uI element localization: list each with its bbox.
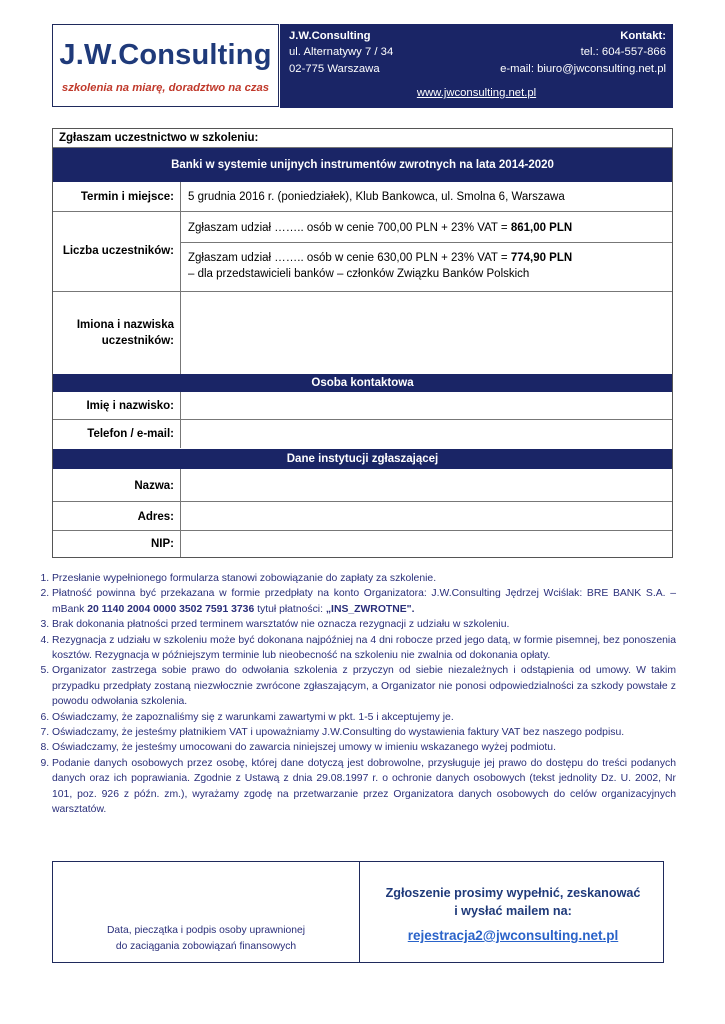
contact-email[interactable]: e-mail: biuro@jwconsulting.net.pl	[500, 63, 666, 75]
payment-title: „INS_ZWROTNE".	[325, 603, 415, 615]
option2-price: 774,90 PLN	[510, 252, 573, 264]
nip-input[interactable]	[181, 531, 672, 557]
term-7: Oświadczamy, że jesteśmy płatnikiem VAT i upoważniamy J.W.Consulting do wystawienia faktury VAT bez naszego podpisu.	[52, 727, 625, 739]
names-label-line2: uczestników:	[101, 335, 174, 347]
institution-name-label: Nazwa:	[134, 480, 174, 492]
registration-email-link[interactable]: rejestracja2@jwconsulting.net.pl	[407, 928, 619, 943]
form-heading: Zgłaszam uczestnictwo w szkoleniu:	[59, 132, 259, 144]
instructions-line2: i wysłać mailem na:	[454, 904, 572, 918]
phone-number: tel.: 604-557-866	[580, 46, 666, 58]
terms-list	[28, 571, 676, 818]
address-label: Adres:	[137, 511, 174, 523]
price-option-standard[interactable]	[188, 222, 572, 234]
signature-caption-line2: do zaciągania zobowiązań finansowych	[115, 941, 297, 952]
names-label-line1: Imiona i nazwiska	[76, 319, 174, 331]
term-item	[52, 586, 676, 617]
option2-note: – dla przedstawicieli banków – członków Związku Banków Polskich	[188, 268, 530, 280]
term-4: Rezygnacja z udziału w szkoleniu może być dokonana najpóźniej na 4 dni robocze przed jego datą, w formie pisemnej, bez ponoszenia kosztów. Rezygnacja w późniejszym terminie lub nieobecność na szkoleniu nie zwalnia od dokonania opłaty.	[52, 634, 676, 662]
street-address: ul. Alternatywy 7 / 34	[289, 46, 394, 58]
contact-title: Kontakt:	[620, 30, 666, 42]
submit-instructions	[363, 884, 663, 920]
term-item	[52, 725, 676, 740]
term-1: Przesłanie wypełnionego formularza stanowi zobowiązanie do zapłaty za szkolenie.	[52, 573, 437, 584]
contact-header	[280, 24, 673, 108]
date-value: 5 grudnia 2016 r. (poniedziałek), Klub Bankowca, ul. Smolna 6, Warszawa	[188, 191, 565, 203]
name-label: Imię i nazwisko:	[86, 400, 174, 412]
institution-bar	[53, 449, 672, 469]
contact-person-heading: Osoba kontaktowa	[311, 377, 414, 389]
term-9: Podanie danych osobowych przez osobę, której dane dotyczą jest dobrowolne, przysługuje jej prawo do dostępu do treści podanych danych oraz ich poprawiania. Zgodnie z Ustawą z dnia 29.08.1997 r. o ochronie danych osobowych (tekst jednolity Dz. U. 2002, Nr 101, poz. 926 z późn. zm.), wyrażamy zgodę na przetwarzanie przez Organizatora danych osobowych do celów organizacyjnych warsztatów.	[52, 757, 676, 816]
institution-heading: Dane instytucji zgłaszającej	[286, 453, 439, 465]
nip-label: NIP:	[151, 538, 174, 550]
registration-form	[52, 128, 673, 558]
brand-logo: J.W.Consulting	[59, 39, 272, 71]
names-input-area[interactable]	[181, 292, 672, 373]
phone-email-input[interactable]	[181, 420, 672, 448]
option1-price: 861,00 PLN	[510, 222, 573, 234]
price-option-zbp[interactable]	[188, 252, 572, 264]
term-item	[52, 571, 676, 586]
term-5: Organizator zastrzega sobie prawo do odwołania szkolenia z przyczyn od siebie niezależnych i odstąpienia od umowy. W takim przypadku przedpłaty zostaną niezwłocznie zwrócone zgłaszającym, a Organizator nie ponosi odpowiedzialności za szkody powstałe z powodu odwołania szkolenia.	[52, 665, 676, 708]
training-title: Banki w systemie unijnych instrumentów zwrotnych na lata 2014-2020	[171, 159, 554, 171]
instructions-line1: Zgłoszenie prosimy wypełnić, zeskanować	[385, 886, 641, 900]
date-label: Termin i miejsce:	[80, 191, 174, 203]
address-input[interactable]	[181, 502, 672, 530]
term-8: Oświadczamy, że jesteśmy umocowani do zawarcia niniejszej umowy w imieniu wskazanego wyżej podmiotu.	[52, 742, 556, 754]
signature-area[interactable]	[53, 923, 359, 955]
term-3: Brak dokonania płatności przed terminem warsztatów nie oznacza rezygnacji z udziału w szkoleniu.	[52, 619, 510, 631]
term-6: Oświadczamy, że zapoznaliśmy się z warunkami zawartymi w pkt. 1-5 i akceptujemy je.	[52, 711, 454, 723]
term-item	[52, 663, 676, 709]
signature-footer	[52, 861, 664, 963]
option1-text: Zgłaszam udział …….. osób w cenie 700,00 PLN + 23% VAT =	[188, 222, 511, 234]
website-link[interactable]: www.jwconsulting.net.pl	[416, 87, 537, 99]
institution-name-input[interactable]	[181, 470, 672, 501]
company-name: J.W.Consulting	[289, 30, 371, 42]
contact-person-bar	[53, 374, 672, 392]
logo-box	[52, 24, 279, 107]
option2-text: Zgłaszam udział …….. osób w cenie 630,00 PLN + 23% VAT =	[188, 252, 511, 264]
term-item	[52, 710, 676, 725]
signature-caption-line1: Data, pieczątka i podpis osoby uprawnionej	[106, 925, 306, 936]
phone-email-label: Telefon / e-mail:	[87, 428, 174, 440]
training-title-bar	[53, 148, 672, 182]
term-2-text: Płatność powinna być przekazana w formie przedpłaty na konto Organizatora: J.W.Consulting Jędrzej Wciślak: BRE BANK S.A. – mBank	[52, 588, 676, 615]
participants-label: Liczba uczestników:	[62, 245, 174, 257]
tagline: szkolenia na miarę, doradztwo na czas	[61, 82, 270, 94]
term-2-title-label: tytuł płatności:	[254, 603, 326, 615]
name-input[interactable]	[181, 392, 672, 419]
bank-account-number: 20 1140 2004 0000 3502 7591 3736	[87, 603, 255, 615]
names-label	[53, 317, 180, 349]
term-item	[52, 617, 676, 632]
term-item	[52, 756, 676, 818]
term-item	[52, 740, 676, 755]
term-item	[52, 633, 676, 664]
city-address: 02-775 Warszawa	[289, 63, 380, 75]
